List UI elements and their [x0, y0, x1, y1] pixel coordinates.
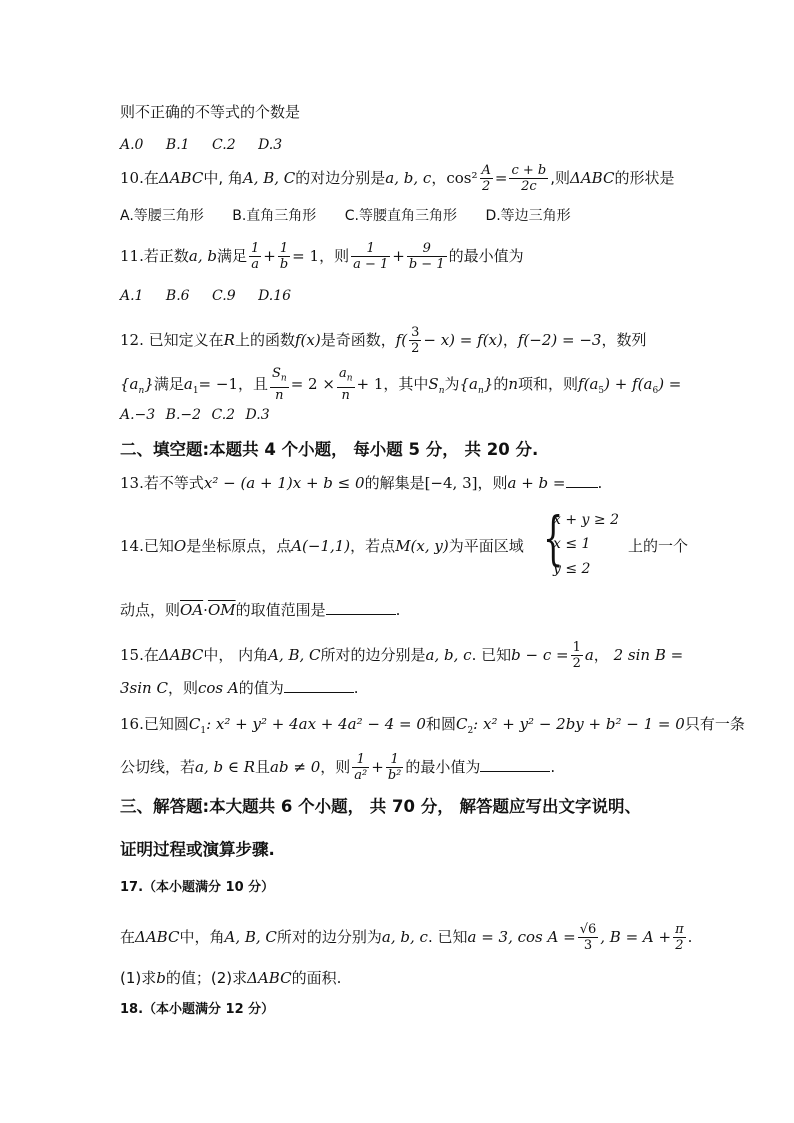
math: : x² + y² − 2by + b² − 1 = 0 — [473, 715, 685, 733]
text: ，则 — [319, 247, 350, 265]
text: ，则 — [477, 474, 508, 492]
text: 中， 内角 — [203, 646, 269, 664]
math: a, b, c — [425, 646, 472, 664]
math: {a — [459, 374, 478, 393]
option-a: A.1 — [120, 288, 144, 304]
question-15-line-2 — [120, 678, 359, 698]
math: ab ≠ 0 — [270, 758, 321, 776]
math: ΔABC — [247, 969, 292, 987]
text: 的形状是 — [614, 169, 675, 187]
math: cos² — [446, 169, 478, 187]
math: = 1 — [292, 247, 320, 265]
math: 2 sin B = — [613, 646, 684, 664]
denominator: 2 — [675, 938, 684, 953]
option-c: C.9 — [212, 288, 236, 304]
numerator: 1 — [278, 241, 290, 257]
math: M(x, y) — [395, 537, 449, 555]
text: 且 — [255, 758, 271, 776]
math: b − c = — [511, 646, 569, 664]
math: a — [584, 646, 594, 664]
math: a, b — [188, 247, 217, 265]
text: 在 — [143, 646, 159, 664]
fraction — [409, 325, 421, 356]
subscript: 1 — [192, 385, 199, 396]
denominator: 3 — [583, 938, 593, 953]
text: 所对的边分别是 — [320, 646, 426, 664]
math: a + b = — [507, 474, 566, 492]
vector: $\overline{OM}$ — [207, 601, 236, 619]
text: 满足 — [216, 247, 247, 265]
question-number: 15. — [120, 646, 144, 664]
math: a — [338, 366, 347, 381]
math: ΔABC — [158, 646, 204, 664]
text: . 已知 — [471, 646, 512, 664]
math: = — [494, 169, 508, 187]
numerator: 1 — [352, 752, 369, 768]
text: 上的一个 — [628, 537, 689, 555]
question-10-options — [120, 206, 589, 226]
math: O — [173, 537, 187, 555]
numerator: π — [675, 922, 684, 937]
question-11 — [120, 241, 524, 272]
fraction — [407, 241, 447, 272]
text: ，则 — [320, 758, 351, 776]
fraction — [386, 752, 404, 783]
math: } — [144, 374, 154, 393]
section-title: 三、解答题:本大题共 6 个小题， 共 70 分， 解答题应写出文字说明、 — [120, 797, 642, 816]
denominator: 2 — [572, 656, 581, 671]
fraction — [578, 922, 599, 953]
math: a, b ∈ R — [195, 758, 256, 776]
numerator: 3 — [411, 325, 420, 340]
question-17-heading — [120, 878, 274, 898]
question-18-heading — [120, 1000, 274, 1020]
denominator: 2c — [521, 179, 537, 194]
math: A, B, C — [242, 169, 296, 187]
option-a: A.0 — [120, 137, 144, 153]
subscript: n — [438, 385, 445, 396]
text: ， — [431, 169, 447, 187]
math: f(x) — [294, 331, 321, 349]
math: R — [223, 331, 235, 349]
text: 已知 — [143, 537, 174, 555]
denominator: a² — [354, 768, 368, 783]
numerator: √6 — [579, 922, 597, 937]
question-12-options — [120, 405, 288, 425]
fraction — [337, 366, 355, 403]
math: C — [455, 715, 468, 733]
math: f(−2) = −3 — [517, 331, 602, 349]
text: 的取值范围是 — [235, 601, 326, 619]
question-17 — [120, 922, 692, 953]
math: a — [183, 374, 193, 393]
option-b: B.−2 — [165, 407, 202, 423]
math: : x² + y² + 4ax + 4a² − 4 = 0 — [206, 715, 426, 733]
text: 已知圆 — [143, 715, 189, 733]
question-13 — [120, 473, 602, 493]
text: . — [550, 758, 556, 776]
text: 中，角 — [179, 928, 225, 946]
answer-blank — [284, 678, 354, 693]
numerator: 1 — [250, 241, 260, 256]
math: + — [371, 758, 384, 776]
math: a, b, c — [385, 169, 432, 187]
brace-icon: { — [543, 504, 564, 572]
text: 的最小值为 — [448, 247, 524, 265]
math: a, b, c — [381, 928, 428, 946]
denominator: 2 — [411, 341, 420, 356]
answer-blank — [326, 600, 396, 615]
question-number: 16. — [120, 715, 144, 733]
text: 若不等式 — [143, 474, 204, 492]
text: 满足 — [153, 374, 184, 393]
option-a: A.等腰三角形 — [120, 208, 204, 224]
numerator: 1 — [572, 640, 581, 655]
section-3-heading-line-2 — [120, 840, 275, 860]
numerator — [337, 366, 355, 388]
question-14 — [120, 536, 524, 556]
text: 动点，则 — [120, 601, 181, 619]
numerator: 1 — [351, 241, 390, 257]
question-heading: 18.（本小题满分 12 分） — [120, 1002, 275, 1017]
denominator: b² — [387, 768, 402, 783]
question-number: 10. — [120, 169, 144, 187]
math: = 2 × — [290, 374, 335, 393]
numerator: c + b — [511, 163, 547, 178]
section-title: 证明过程或演算步骤. — [120, 840, 275, 859]
math: f( — [395, 331, 408, 349]
text: . — [395, 601, 401, 619]
text: ，数列 — [601, 331, 647, 349]
question-10 — [120, 163, 674, 194]
text: ，且 — [238, 374, 269, 393]
denominator: a − 1 — [353, 257, 389, 272]
text: ，若点 — [350, 537, 396, 555]
subscript: 1 — [200, 726, 207, 736]
answer-blank — [480, 757, 550, 772]
text: 的 — [493, 374, 509, 393]
question-16-line-2 — [120, 752, 555, 783]
fraction — [571, 640, 583, 671]
subscript: n — [280, 373, 287, 384]
option-c: C.2 — [211, 407, 236, 423]
subscript: 2 — [467, 726, 474, 736]
option-b: B.6 — [165, 288, 190, 304]
subscript: n — [346, 373, 353, 384]
option-a: A.−3 — [120, 407, 156, 423]
text: 在 — [143, 169, 159, 187]
text: 若正数 — [143, 247, 189, 265]
denominator: n — [341, 387, 350, 403]
text: 的最小值为 — [405, 758, 481, 776]
option-c: C.2 — [212, 137, 236, 153]
fraction — [249, 241, 261, 272]
inequality-2: x ≤ 1 — [553, 536, 591, 552]
text: 的对边分别是 — [295, 169, 386, 187]
option-d: D.3 — [258, 137, 283, 153]
fraction — [480, 163, 493, 194]
option-d: D.16 — [258, 288, 292, 304]
denominator: b − 1 — [408, 257, 445, 272]
numerator — [270, 366, 289, 388]
text: (1)求 — [120, 969, 157, 987]
text: 公切线，若 — [120, 758, 196, 776]
math: · — [203, 601, 208, 619]
section-2-heading — [120, 440, 538, 460]
question-15 — [120, 640, 683, 671]
math: , B = A + — [600, 928, 672, 946]
math: 3sin C — [120, 679, 168, 697]
subscript: 6 — [652, 385, 659, 396]
text: 的值为 — [238, 679, 284, 697]
numerator: A — [481, 163, 491, 178]
question-14-line-2 — [120, 600, 400, 620]
math: A(−1,1) — [291, 537, 351, 555]
section-3-heading — [120, 797, 641, 817]
subscript: n — [138, 385, 145, 396]
math: ) + f(a — [604, 374, 653, 393]
option-d: D.等边三角形 — [485, 208, 571, 224]
fraction — [509, 163, 548, 194]
option-b: B.1 — [165, 137, 190, 153]
text: 为平面区域 — [448, 537, 524, 555]
math: A, B, C — [224, 928, 277, 946]
text: . — [353, 679, 359, 697]
text: . — [687, 928, 693, 946]
text: ，则 — [167, 679, 198, 697]
math: {a — [120, 374, 139, 393]
math: A, B, C — [268, 646, 321, 664]
subscript: 5 — [598, 385, 605, 396]
question-11-options — [120, 286, 309, 306]
text: 的值；(2)求 — [165, 969, 248, 987]
text: ,则 — [550, 169, 571, 187]
fraction — [270, 366, 289, 403]
text: 中, 角 — [203, 169, 243, 187]
inequality-3: y ≤ 2 — [553, 561, 591, 577]
question-number: 11. — [120, 247, 144, 265]
text: ，其中 — [383, 374, 429, 393]
text: . 已知 — [427, 928, 468, 946]
math: x² − (a + 1)x + b ≤ 0 — [203, 474, 365, 492]
option-b: B.直角三角形 — [232, 208, 317, 224]
text: 只有一条 — [684, 715, 745, 733]
question-14-tail — [628, 536, 688, 556]
math: } — [483, 374, 494, 393]
math: ΔABC — [135, 928, 180, 946]
option-c: C.等腰直角三角形 — [344, 208, 457, 224]
question-16 — [120, 714, 745, 741]
text: 的面积. — [291, 969, 342, 987]
math: f(a — [578, 374, 599, 393]
question-12-line-2 — [120, 366, 681, 403]
math: a = 3, cos A = — [467, 928, 576, 946]
math: − x) = f(x) — [423, 331, 503, 349]
subscript: n — [478, 385, 484, 396]
text: . — [597, 474, 603, 492]
question-text: 则不正确的不等式的个数是 — [120, 103, 301, 121]
question-9-options — [120, 135, 300, 155]
question-number: 12. — [120, 331, 144, 349]
text: 项和，则 — [518, 374, 579, 393]
math: S — [428, 374, 439, 393]
math: ΔABC — [570, 169, 615, 187]
math: = −1 — [198, 374, 238, 393]
math: C — [188, 715, 201, 733]
text: 上的函数 — [234, 331, 295, 349]
question-12 — [120, 325, 646, 356]
question-9-tail — [120, 102, 300, 122]
math: ) = — [658, 374, 682, 393]
vector: $\overline{OA}$ — [180, 601, 204, 619]
numerator: 9 — [407, 241, 447, 257]
question-number: 14. — [120, 537, 144, 555]
math: b — [156, 969, 166, 987]
section-title: 二、填空题:本题共 4 个小题， 每小题 5 分， 共 20 分. — [120, 440, 539, 459]
math: + 1 — [356, 374, 384, 393]
fraction — [352, 752, 369, 783]
denominator: a — [251, 257, 259, 272]
text: 在 — [120, 928, 136, 946]
fraction — [278, 241, 290, 272]
question-17-subquestions — [120, 968, 341, 988]
math: cos A — [197, 679, 239, 697]
question-heading: 17.（本小题满分 10 分） — [120, 880, 275, 895]
text: 是奇函数， — [320, 331, 396, 349]
text: 为 — [444, 374, 460, 393]
text: 已知定义在 — [148, 331, 224, 349]
inequality-1: x + y ≥ 2 — [553, 512, 619, 528]
math: [−4, 3] — [424, 474, 478, 492]
text: 和圆 — [425, 715, 456, 733]
text: ， — [593, 646, 609, 664]
math: + — [263, 247, 276, 265]
fraction — [351, 241, 390, 272]
math: ΔABC — [158, 169, 204, 187]
text: 所对的边分别为 — [276, 928, 382, 946]
text: 的解集是 — [364, 474, 425, 492]
text: 是坐标原点，点 — [186, 537, 292, 555]
answer-blank — [566, 473, 598, 488]
fraction — [673, 922, 686, 953]
text: ， — [502, 331, 518, 349]
denominator: n — [275, 387, 284, 403]
numerator: 1 — [386, 752, 404, 768]
option-d: D.3 — [245, 407, 270, 423]
question-number: 13. — [120, 474, 144, 492]
denominator: 2 — [482, 179, 491, 194]
math: + — [392, 247, 405, 265]
denominator: b — [279, 257, 289, 272]
math: n — [508, 374, 519, 393]
math: S — [272, 366, 281, 381]
